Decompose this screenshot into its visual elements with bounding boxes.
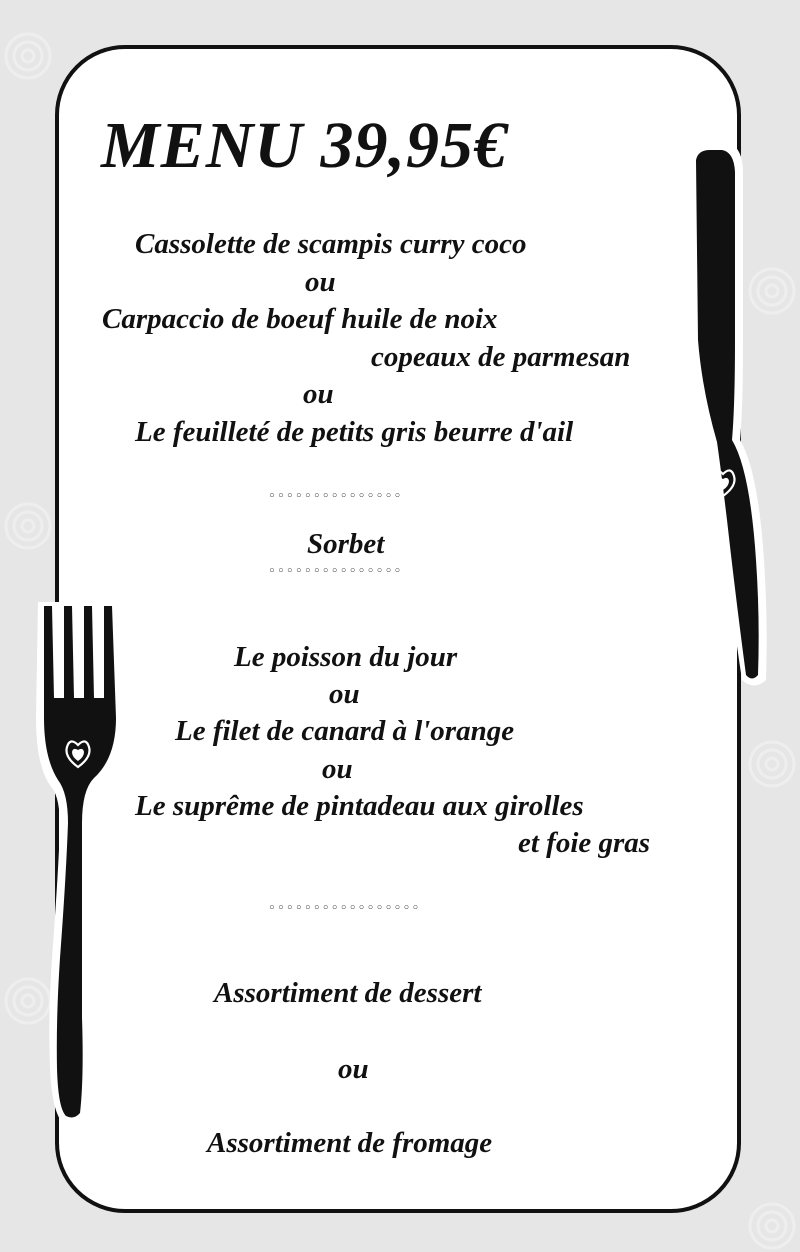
course-divider: ◦◦◦◦◦◦◦◦◦◦◦◦◦◦◦ — [268, 564, 403, 579]
dessert-item: Assortiment de fromage — [207, 1127, 493, 1159]
starter-item-continuation: copeaux de parmesan — [371, 341, 631, 373]
starter-item: Carpaccio de boeuf huile de noix — [102, 303, 498, 335]
separator-or: ou — [305, 266, 336, 298]
main-item: Le filet de canard à l'orange — [175, 715, 515, 747]
starter-item: Cassolette de scampis curry coco — [135, 228, 527, 260]
separator-or: ou — [303, 378, 334, 410]
menu-card — [55, 45, 741, 1213]
knife-icon — [680, 140, 770, 692]
separator-or: ou — [329, 678, 360, 710]
separator-or: ou — [338, 1053, 369, 1085]
menu-title: MENU 39,95€ — [101, 109, 509, 182]
spiral-watermark-icon — [2, 500, 54, 552]
dessert-item: Assortiment de dessert — [214, 977, 482, 1009]
course-divider: ◦◦◦◦◦◦◦◦◦◦◦◦◦◦◦◦◦ — [268, 901, 421, 916]
main-item: Le suprême de pintadeau aux girolles — [135, 790, 584, 822]
main-item-continuation: et foie gras — [518, 827, 651, 859]
sorbet-course: Sorbet — [307, 528, 385, 560]
spiral-watermark-icon — [746, 738, 798, 790]
starter-item: Le feuilleté de petits gris beurre d'ail — [135, 416, 574, 448]
spiral-watermark-icon — [2, 30, 54, 82]
main-item: Le poisson du jour — [234, 641, 458, 673]
fork-icon — [30, 598, 130, 1130]
spiral-watermark-icon — [746, 1200, 798, 1252]
course-divider: ◦◦◦◦◦◦◦◦◦◦◦◦◦◦◦ — [268, 489, 403, 504]
separator-or: ou — [322, 753, 353, 785]
